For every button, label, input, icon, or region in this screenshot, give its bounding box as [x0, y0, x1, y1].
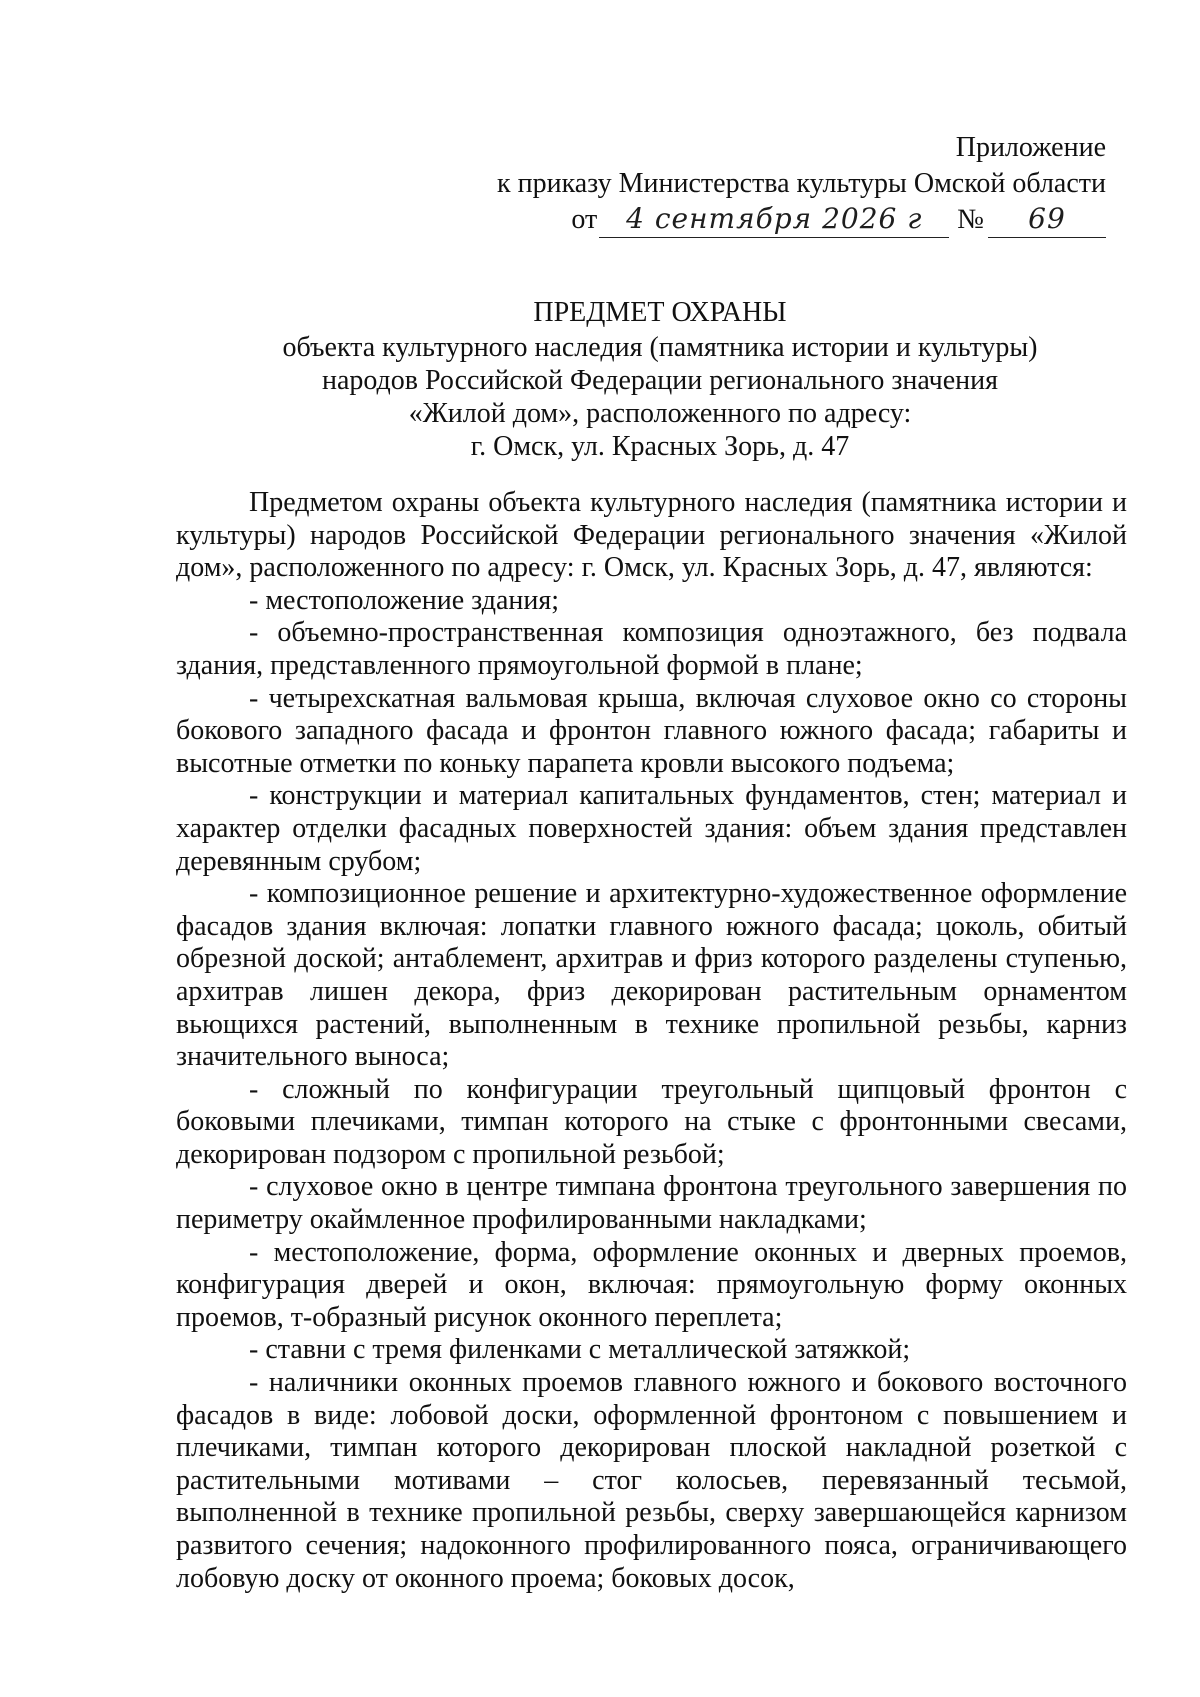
- number-field: [988, 202, 1106, 238]
- list-item: - местоположение, форма, оформление оконных и дверных проемов, конфигурация дверей и окон, включая: прямоугольную форму оконных проемов, т-образный рисунок оконного переплета;: [176, 1236, 1127, 1333]
- list-item: - четырехскатная вальмовая крыша, включая слуховое окно со стороны бокового западного фасада и фронтон главного южного фасада; габариты и высотные отметки по коньку парапета кровли высокого подъема;: [176, 682, 1127, 779]
- title-line-1: объекта культурного наследия (памятника истории и культуры): [282, 332, 1038, 363]
- list-item: - объемно-пространственная композиция одноэтажного, без подвала здания, представленного прямоугольной формой в плане;: [176, 617, 1127, 681]
- title-line-4: г. Омск, ул. Красных Зорь, д. 47: [470, 431, 850, 462]
- intro-paragraph: Предметом охраны объекта культурного наследия (памятника истории и культуры) народов Российской Федерации регионального значения «Жилой дом», расположенного по адресу: г. Омск, ул. Красных Зорь, д. 47, являются:: [176, 487, 1127, 584]
- date-field: [599, 202, 949, 238]
- list-item: - наличники оконных проемов главного южного и бокового восточного фасадов в виде: лобовой доски, оформленной фронтоном с повышением и плечиками, тимпан которого декорирован плоской накладной розеткой с растительными мотивами – стог колосьев, перевязанный тесьмой, выполненной в технике пропильной резьбы, сверху завершающейся карнизом развитого сечения; надоконного профилированного пояса, ограничивающего лобовую доску от оконного проема; боковых досок,: [176, 1367, 1127, 1594]
- date-number-line: [497, 202, 1106, 238]
- list-item: - композиционное решение и архитектурно-художественное оформление фасадов здания включая: лопатки главного южного фасада; цоколь, обитый обрезной доской; антаблемент, архитрав и фриз которого разделены ступенью, архитрав лишен декора, фриз декорирован растительным орнаментом вьющихся растений, выполненным в технике пропильной резьбы, карниз значительного выноса;: [176, 878, 1127, 1073]
- list-item: - конструкции и материал капитальных фундаментов, стен; материал и характер отделки фасадных поверхностей здания: объем здания представлен деревянным срубом;: [176, 780, 1127, 877]
- date-prefix: от: [571, 204, 598, 235]
- handwritten-number: 69: [1028, 202, 1066, 235]
- title-line-2: народов Российской Федерации регионального значения: [321, 365, 999, 396]
- list-item: - местоположение здания;: [249, 584, 560, 616]
- order-reference: к приказу Министерства культуры Омской области: [497, 168, 1106, 199]
- list-item: - сложный по конфигурации треугольный щипцовый фронтон с боковыми плечиками, тимпан которого на стыке с фронтонными свесами, декорирован подзором с пропильной резьбой;: [176, 1073, 1127, 1170]
- list-item: - слуховое окно в центре тимпана фронтона треугольного завершения по периметру окаймленное профилированными накладками;: [176, 1171, 1127, 1236]
- document-title-block: [120, 296, 1200, 463]
- appendix-label: Приложение: [955, 132, 1106, 163]
- title-line-3: «Жилой дом», расположенного по адресу:: [408, 398, 912, 429]
- number-label: №: [957, 204, 984, 235]
- appendix-header: [497, 130, 1106, 238]
- list-item: - ставни с тремя филенками с металлической затяжкой;: [249, 1334, 911, 1366]
- document-body: [176, 487, 1127, 1595]
- handwritten-date: 4 сентября 2026 г: [626, 202, 923, 235]
- document-title: ПРЕДМЕТ ОХРАНЫ: [533, 297, 787, 328]
